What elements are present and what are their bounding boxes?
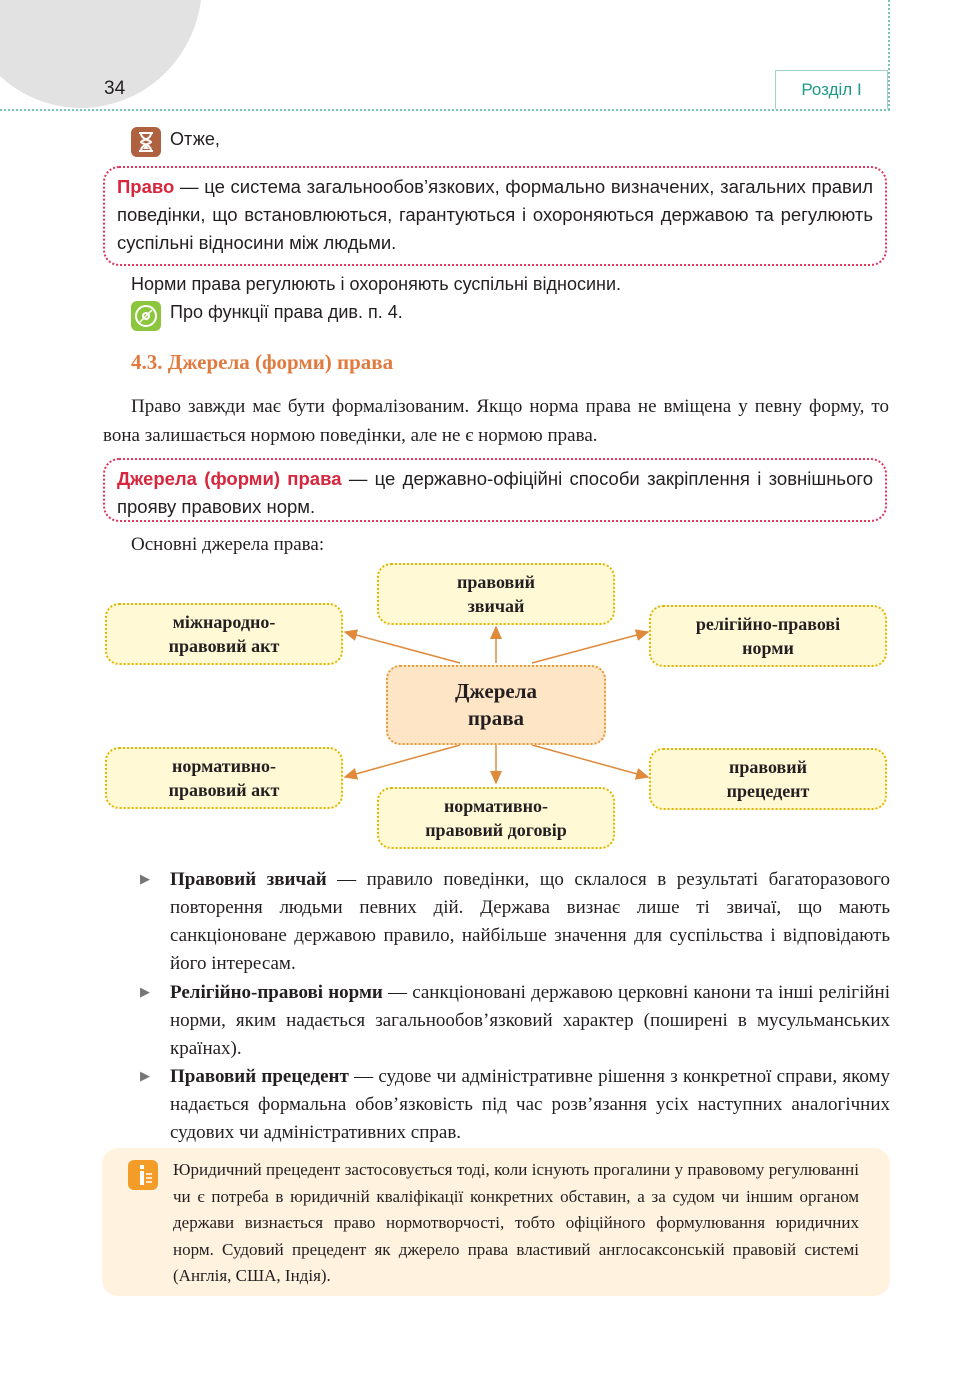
node-legal-custom: правовий звичай xyxy=(377,563,615,625)
section-tab: Розділ І xyxy=(775,70,888,109)
sources-diagram xyxy=(0,555,963,855)
arrow-bottom-right xyxy=(532,745,648,777)
bullet-marker-icon: ▶ xyxy=(140,872,150,887)
bullet-marker-icon: ▶ xyxy=(140,1069,150,1084)
info-note-text: Юридичний прецедент застосовується тоді, коли існують прогалини у правовому регулюванні чи є потреба в юридичній кваліфікації конкретних обставин, а за судом чи іншим органом держави визнається право нормотворчості, тобто офіційного формулювання юридичних норм. Судовий прецедент як джерело права властивий англосаксонській правовій системі (Англія, США, Індія). xyxy=(173,1160,859,1285)
diagram-intro: Основні джерела права: xyxy=(131,534,325,555)
disc-icon xyxy=(131,301,161,331)
arrow-top-left xyxy=(345,632,460,663)
bullet-religious-norms: Релігійно-правові норми — санкціоновані державою церковні канони та інші релігійні норми, яким надається загальнообов’язковий характер (поширені в мусульманських країнах). xyxy=(170,982,890,1059)
node-normative-act: нормативно- правовий акт xyxy=(105,747,343,809)
margin-divider xyxy=(888,0,890,110)
page-number: 34 xyxy=(104,78,126,99)
hourglass-icon xyxy=(131,127,161,157)
definition-sources-term: Джерела (форми) права xyxy=(117,468,342,489)
node-legal-precedent: правовий прецедент xyxy=(649,748,887,810)
definition-law-text: — це система загальнообов’язкових, формально визначених, загальних правил поведінки, що встановлюються, гарантуються і охороняються державою та регулюють суспільні відносини між людьми. xyxy=(117,176,873,253)
definition-law-term: Право xyxy=(117,176,175,197)
functions-reference: Про функції права див. п. 4. xyxy=(170,302,403,322)
definition-law-box xyxy=(103,166,887,266)
norms-line: Норми права регулюють і охороняють суспільні відносини. xyxy=(131,274,621,294)
summary-intro: Отже, xyxy=(170,129,220,149)
arrow-top-right xyxy=(532,632,648,663)
intro-paragraph: Право завжди має бути формалізованим. Якщо норма права не вміщена у певну форму, то вона залишається нормою поведінки, але не є нормою права. xyxy=(103,396,889,446)
node-sources-center: Джерела права xyxy=(386,665,606,745)
section-heading: 4.3. Джерела (форми) права xyxy=(131,350,394,374)
arrow-bottom-left xyxy=(345,745,460,777)
bullet-legal-custom: Правовий звичай — правило поведінки, що склалося в результаті багаторазового повторення людьми певних дій. Держава визнає лише ті звичаї, що мають санкціоноване державою правило, найбільше значення для суспільства і відповідають його інтересам. xyxy=(170,869,890,974)
node-religious-norms: релігійно-правові норми xyxy=(649,605,887,667)
header-divider xyxy=(0,109,890,111)
info-icon xyxy=(128,1160,158,1190)
bullet-legal-precedent: Правовий прецедент — судове чи адміністративне рішення з конкретної справи, якому надається формальна обов’язковість під час розв’язання усіх наступних аналогічних судових чи адміністративних справ. xyxy=(170,1066,890,1143)
node-international-act: міжнародно- правовий акт xyxy=(105,603,343,665)
bullet-marker-icon: ▶ xyxy=(140,985,150,1000)
definition-sources-text: — це державно-офіційні способи закріплення і зовнішнього прояву правових норм. xyxy=(117,468,873,517)
definition-sources-box xyxy=(103,458,887,522)
node-normative-contract: нормативно- правовий договір xyxy=(377,787,615,849)
corner-decoration xyxy=(0,0,202,108)
